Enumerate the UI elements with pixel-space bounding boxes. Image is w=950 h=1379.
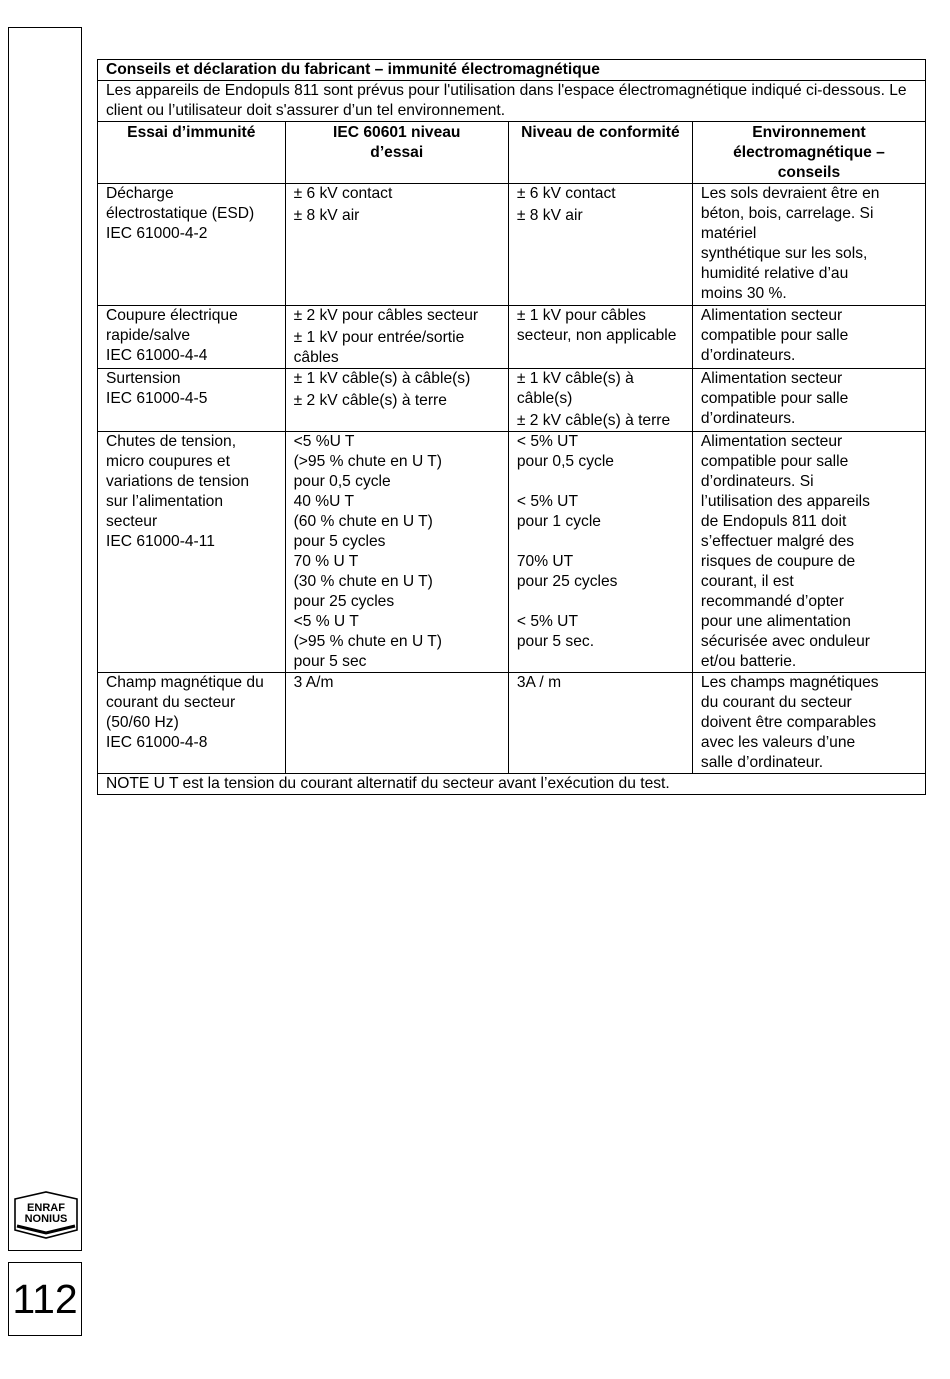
cell-test	[98, 184, 286, 306]
page-number-box	[8, 1262, 82, 1336]
enraf-nonius-logo	[11, 1190, 81, 1240]
table-note: NOTE U T est la tension du courant alternatif du secteur avant l’exécution du test.	[98, 774, 926, 795]
line: < 5% UT	[516, 613, 578, 630]
table-row	[98, 184, 926, 306]
line: ± 2 kV câble(s) à terre	[293, 392, 447, 409]
line: IEC 61000-4-8	[106, 734, 208, 751]
spacer	[517, 532, 684, 552]
line: d’ordinateurs. Si	[700, 473, 814, 490]
cell-test	[98, 306, 286, 369]
line: humidité relative d’au	[700, 265, 849, 282]
line: 3A / m	[516, 674, 562, 691]
line: recommandé d’opter	[700, 593, 844, 610]
line: courant du secteur	[106, 694, 236, 711]
line: compatible pour salle	[700, 327, 849, 344]
line: < 5% UT	[516, 493, 578, 510]
side-bar	[8, 27, 82, 1251]
table-header-row	[98, 122, 926, 184]
line: ± 8 kV air	[293, 207, 360, 224]
cell-environment	[692, 306, 925, 369]
line: d’ordinateurs.	[700, 347, 796, 364]
line: sur l’alimentation	[106, 493, 224, 510]
line: 70% UT	[516, 553, 574, 570]
header-environment: Environnement électromagnétique – conseils	[692, 122, 925, 184]
line: micro coupures et	[106, 453, 230, 470]
line: électrostatique (ESD)	[106, 205, 255, 222]
line: sécurisée avec onduleur	[700, 633, 870, 650]
line: salle d’ordinateur.	[700, 754, 824, 771]
line: s’effectuer malgré des	[700, 533, 855, 550]
cell-iec	[285, 432, 508, 673]
cell-conformity	[508, 673, 692, 774]
line: ± 6 kV contact	[516, 185, 616, 202]
cell-environment	[692, 432, 925, 673]
line: ± 1 kV câble(s) à câble(s)	[516, 370, 634, 407]
line: pour 1 cycle	[516, 513, 601, 530]
line: secteur	[106, 513, 158, 530]
line: synthétique sur les sols,	[700, 245, 868, 262]
line: 40 %U T	[293, 493, 354, 510]
line: Champ magnétique du	[106, 674, 264, 691]
line: matériel	[700, 225, 757, 242]
line: Chutes de tension,	[106, 433, 237, 450]
line: ± 2 kV câble(s) à terre	[516, 412, 671, 429]
cell-iec	[285, 369, 508, 432]
line: (60 % chute en U T)	[293, 513, 433, 530]
line: IEC 61000-4-11	[106, 533, 215, 550]
line: doivent être comparables	[700, 714, 877, 731]
line: (>95 % chute en U T)	[293, 453, 442, 470]
cell-test	[98, 673, 286, 774]
line: <5 %U T	[293, 433, 355, 450]
cell-iec	[285, 184, 508, 306]
line: de Endopuls 811 doit	[700, 513, 847, 530]
cell-conformity	[508, 369, 692, 432]
line: 3 A/m	[293, 674, 334, 691]
cell-conformity	[508, 306, 692, 369]
line: compatible pour salle	[700, 390, 849, 407]
cell-conformity	[508, 432, 692, 673]
line: ± 1 kV câble(s) à câble(s)	[293, 370, 471, 387]
line: Surtension	[106, 370, 181, 387]
line: risques de coupure de	[700, 553, 856, 570]
spacer	[517, 472, 684, 492]
line: moins 30 %.	[700, 285, 787, 302]
line: Coupure électrique	[106, 307, 238, 324]
line: Décharge	[106, 185, 174, 202]
line: ± 1 kV pour entrée/sortie câbles	[293, 329, 465, 366]
line: pour une alimentation	[700, 613, 851, 630]
line: courant, il est	[700, 573, 794, 590]
line: du courant du secteur	[700, 694, 852, 711]
cell-test	[98, 432, 286, 673]
cell-environment	[692, 369, 925, 432]
line: compatible pour salle	[700, 453, 849, 470]
line: ± 1 kV pour câbles	[516, 307, 646, 324]
line: IEC 61000-4-4	[106, 347, 208, 364]
table-row	[98, 673, 926, 774]
line: d’ordinateurs.	[700, 410, 796, 427]
logo-line1: ENRAF	[27, 1202, 65, 1214]
line: Les champs magnétiques	[700, 674, 879, 691]
line: Alimentation secteur	[700, 370, 843, 387]
line: pour 5 sec.	[516, 633, 595, 650]
line: secteur, non applicable	[516, 327, 677, 344]
table-row	[98, 369, 926, 432]
line: (>95 % chute en U T)	[293, 633, 442, 650]
cell-test	[98, 369, 286, 432]
table-intro-row	[98, 81, 926, 122]
line: (50/60 Hz)	[106, 714, 179, 731]
table-row	[98, 306, 926, 369]
line: ± 6 kV contact	[293, 185, 393, 202]
line: et/ou batterie.	[700, 653, 797, 670]
spacer	[517, 592, 684, 612]
table-row	[98, 432, 926, 673]
line: (30 % chute en U T)	[293, 573, 433, 590]
line: <5 % U T	[293, 613, 359, 630]
cell-conformity	[508, 184, 692, 306]
line: < 5% UT	[516, 433, 578, 450]
logo-line2: NONIUS	[24, 1213, 68, 1225]
line: pour 0,5 cycle	[516, 453, 614, 470]
header-iec: IEC 60601 niveau d’essai	[285, 122, 508, 184]
line: 70 % U T	[293, 553, 359, 570]
table-note-row	[98, 774, 926, 795]
line: IEC 61000-4-2	[106, 225, 208, 242]
line: ± 8 kV air	[516, 207, 583, 224]
cell-environment	[692, 673, 925, 774]
line: rapide/salve	[106, 327, 191, 344]
line: Les sols devraient être en	[700, 185, 880, 202]
line: pour 0,5 cycle	[293, 473, 391, 490]
line: pour 5 sec	[293, 653, 367, 670]
line: pour 25 cycles	[516, 573, 618, 590]
table-title-row	[98, 60, 926, 81]
line: béton, bois, carrelage. Si	[700, 205, 874, 222]
table-intro: Les appareils de Endopuls 811 sont prévus pour l'utilisation dans l'espace électromagnétique indiqué ci-dessous. Le client ou l’utilisateur doit s'assurer d’un tel environnement.	[98, 81, 926, 122]
cell-environment	[692, 184, 925, 306]
cell-iec	[285, 306, 508, 369]
line: variations de tension	[106, 473, 250, 490]
page-number: 112	[12, 1276, 78, 1322]
cell-iec	[285, 673, 508, 774]
line: IEC 61000-4-5	[106, 390, 208, 407]
line: avec les valeurs d’une	[700, 734, 856, 751]
header-test: Essai d’immunité	[98, 122, 286, 184]
header-conformity: Niveau de conformité	[508, 122, 692, 184]
immunity-table	[97, 59, 926, 795]
line: Alimentation secteur	[700, 307, 843, 324]
line: ± 2 kV pour câbles secteur	[293, 307, 479, 324]
line: l’utilisation des appareils	[700, 493, 870, 510]
line: pour 25 cycles	[293, 593, 395, 610]
line: Alimentation secteur	[700, 433, 843, 450]
line: pour 5 cycles	[293, 533, 386, 550]
table-title: Conseils et déclaration du fabricant – immunité électromagnétique	[98, 60, 926, 81]
